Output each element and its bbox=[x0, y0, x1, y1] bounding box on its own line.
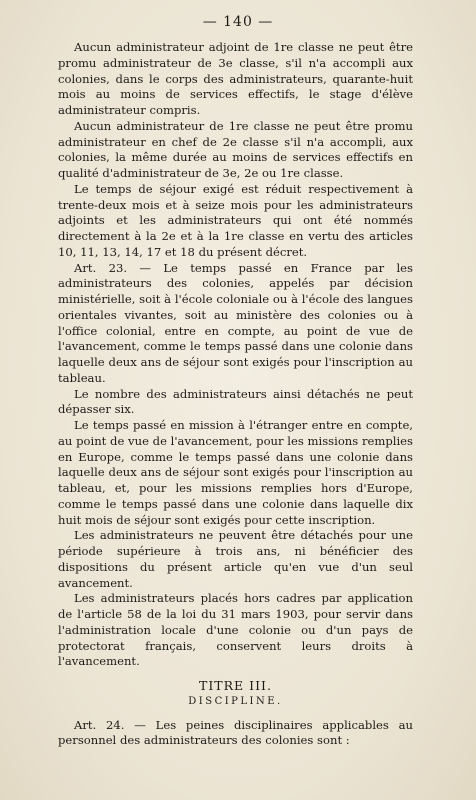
paragraph: Le temps passé en mission à l'étranger entre en compte, au point de vue de l'avancement, pour les missions remplies en Europe, comme le temps passé dans une colonie dans laquelle deux ans de séjour sont exigés pour l'inscription au tableau, et, pour les missions remplies hors d'Europe, comme le temps passé dans une colonie dans laquelle dix huit mois de séjour sont exigés pour cette inscription. bbox=[58, 418, 413, 527]
paragraph: Les administrateurs placés hors cadres par application de l'article 58 de la loi du 31 mars 1903, pour servir dans l'administration locale d'une colonie ou d'un pays de protectorat français, conservent leurs droits à l'avancement. bbox=[58, 591, 413, 669]
body-text bbox=[58, 40, 413, 749]
article-24: Art. 24. — Les peines disciplinaires applicables au personnel des administrateurs des colonies sont : bbox=[58, 717, 413, 748]
article-23: Art. 23. — Le temps passé en France par les administrateurs des colonies, appelés par décision ministérielle, soit à l'école coloniale ou à l'école des langues orientales vivantes, soit au ministère des colonies ou à l'office colonial, entre en compte, au point de vue de l'avancement, comme le temps passé dans une colonie dans laquelle deux ans de séjour sont exigés pour l'inscription au tableau. bbox=[58, 260, 413, 385]
paragraph: Aucun administrateur de 1re classe ne peut être promu administrateur en chef de 2e classe s'il n'a accompli, aux colonies, la même durée au moins de services effectifs en qualité d'administrateur de 3e, 2e ou 1re classe. bbox=[58, 118, 413, 180]
section-subtitle: DISCIPLINE. bbox=[188, 695, 283, 707]
paragraph: Le temps de séjour exigé est réduit respectivement à trente-deux mois et à seize mois pour les administrateurs adjoints et les administrateurs qui ont été nommés directement à la 2e et à la 1re classe en vertu des articles 10, 11, 13, 14, 17 et 18 du présent décret. bbox=[58, 181, 413, 259]
paragraph: Les administrateurs ne peuvent être détachés pour une période supérieure à trois ans, ni bénéficier des dispositions du présent article qu'en vue d'un seul avancement. bbox=[58, 528, 413, 590]
paragraph: Aucun administrateur adjoint de 1re classe ne peut être promu administrateur de 3e classe, s'il n'a accompli aux colonies, dans le corps des administrateurs, quarante-huit mois au moins de services effectifs, le stage d'élève administrateur compris. bbox=[58, 40, 413, 117]
section-title: TITRE III. bbox=[199, 678, 272, 693]
paragraph: Le nombre des administrateurs ainsi détachés ne peut dépasser six. bbox=[58, 386, 413, 417]
page-number: — 140 — bbox=[202, 14, 274, 30]
